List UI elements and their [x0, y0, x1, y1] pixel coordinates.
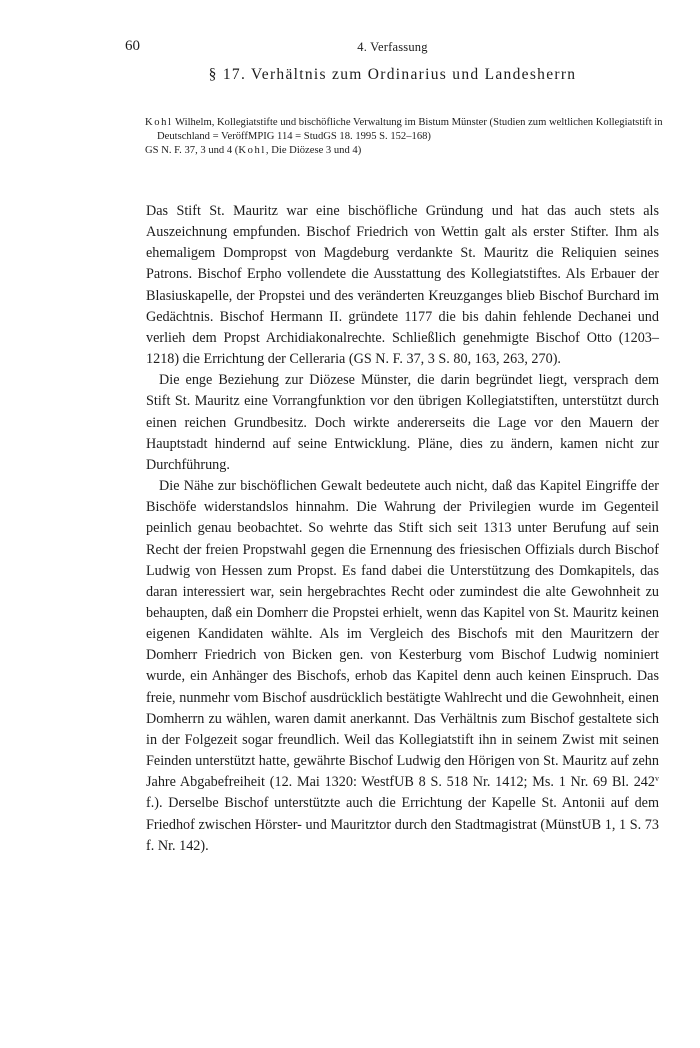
bib-author: Kohl — [238, 145, 266, 156]
bibliography-entry — [145, 116, 665, 144]
page-header — [125, 38, 660, 60]
bib-prefix: GS N. F. 37, 3 und 4 ( — [145, 145, 239, 156]
bib-author: Kohl — [145, 117, 173, 128]
page-number: 60 — [125, 38, 140, 54]
body-text — [146, 201, 659, 857]
paragraph-3-text-b: f.). Derselbe Bischof unterstützte auch die Errichtung der Kapelle St. Antonii auf dem Friedhof zwischen Hörster- und Mauritztor durch den Stadtmagistrat (MünstUB 1, 1 S. 73 f. Nr. 142). — [146, 795, 659, 854]
folio-verso-superscript: v — [655, 774, 659, 784]
paragraph-1: Das Stift St. Mauritz war eine bischöfliche Gründung und hat das auch stets als Auszeichnung empfunden. Bischof Friedrich von Wettin galt als erster Stifter. Ihm als ehemaligem Dompropst von Magdeburg verdankte St. Mauritz die Reliquien seines Patrons. Bischof Erpho vollendete die Ausstattung des Kollegiatstiftes. Als Erbauer der Blasiuskapelle, der Propstei und des veränderten Kreuzganges blieb Bischof Burchard im Gedächtnis. Bischof Hermann II. gründete 1177 die bis dahin fehlende Dechanei und verlieh dem Propst Archidiakonalrechte. Schließlich genehmigte Bischof Otto (1203–1218) die Errichtung der Celleraria (GS N. F. 37, 3 S. 80, 163, 263, 270). — [146, 203, 659, 368]
bib-text: Wilhelm, Kollegiatstifte und bischöfliche Verwaltung im Bistum Münster (Studien zum weltlichen Kollegiatstift in Deutschland = VeröffMPIG 114 = StudGS 18. 1995 S. 152–168) — [157, 117, 663, 142]
paragraph-3-text-a: Die Nähe zur bischöflichen Gewalt bedeutete auch nicht, daß das Kapitel Eingriffe der Bischöfe widerstandslos hinnahm. Die Wahrung der Privilegien wurde im Gegenteil peinlich genau beobachtet. So wehrte das Stift sich seit 1313 unter Berufung auf sein Recht der freien Propstwahl gegen die Ernennung des friesischen Offizials durch Bischof Ludwig von Hessen zum Propst. Es fand dabei die Unterstützung des Domkapitels, das daran interessiert war, sein hergebrachtes Recht oder zumindest die alte Gewohnheit zu behaupten, daß ein Domherr die Propstei erhielt, wenn das Kapitel von St. Mauritz keinen eigenen Kandidaten wählte. Als im Vergleich des Bischofs mit den Mauritzern der Domherr Friedrich von Bicken gen. von Kesterburg vom Bischof Ludwig nominiert wurde, ein Anhänger des Bischofs, erhob das Kapitel denn auch keinen Einspruch. Das freie, nunmehr vom Bischof ausdrücklich bestätigte Wahlrecht und die Gewohnheit, einen Domherrn zu wählen, waren damit anerkannt. Das Verhältnis zum Bischof gestaltete sich in der Folgezeit sogar freundlich. Weil das Kollegiatstift ihn in seinem Zwist mit seinen Feinden unterstützt hatte, gewährte Bischof Ludwig den Hörigen von St. Mauritz auf zehn Jahre Abgabefreiheit (12. Mai 1320: WestfUB 8 S. 518 Nr. 1412; Ms. 1 Nr. 69 Bl. 242 — [146, 478, 659, 791]
paragraph-3 — [146, 476, 659, 857]
running-head: 4. Verfassung — [357, 40, 428, 54]
paragraph-2: Die enge Beziehung zur Diözese Münster, die darin begründet liegt, versprach dem Stift St. Mauritz eine Vorrangfunktion vor den übrigen Kollegiatstiften, unterstützt durch einen reichen Grundbesitz. Doch wirkte andererseits die Lage vor den Mauern der Hauptstadt hindernd auf seine Entwicklung. Pläne, dies zu ändern, kamen nicht zur Durchführung. — [146, 372, 659, 473]
bib-suffix: , Die Diözese 3 und 4) — [265, 145, 362, 156]
section-heading: § 17. Verhältnis zum Ordinarius und Landesherrn — [208, 66, 577, 83]
bibliography — [145, 116, 665, 158]
bibliography-entry — [145, 144, 665, 158]
